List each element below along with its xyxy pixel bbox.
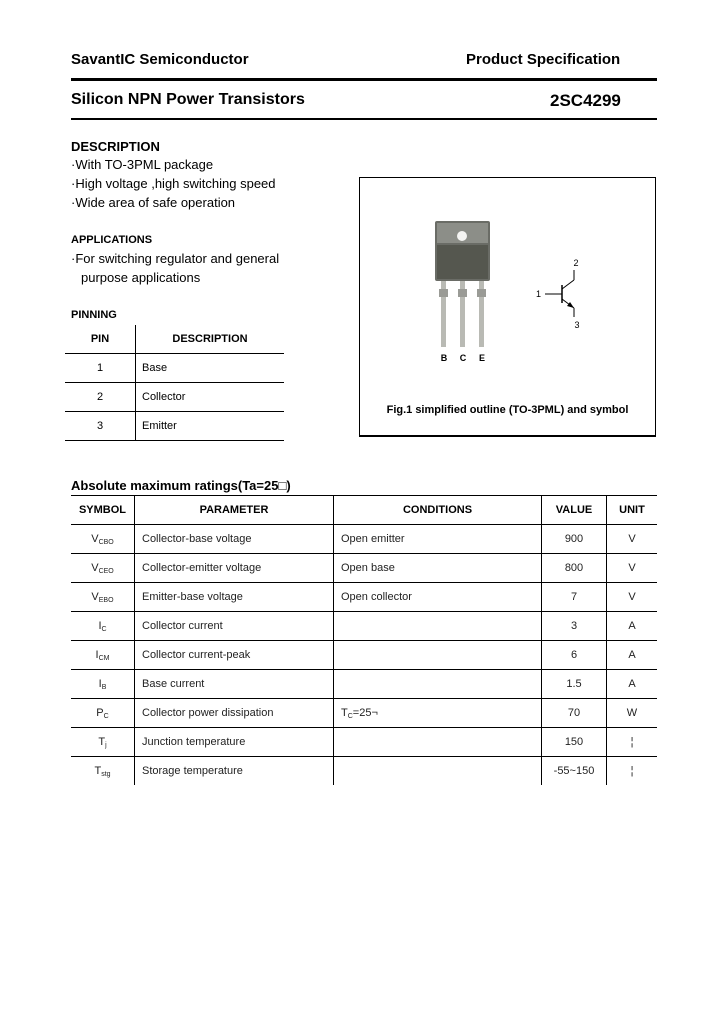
pinning-header-row <box>65 325 284 354</box>
table-row <box>65 383 284 412</box>
condition-text: Open collector <box>341 590 412 603</box>
rating-condition <box>334 641 542 670</box>
rating-parameter: Collector current-peak <box>135 641 334 670</box>
description-item: ·Wide area of safe operation <box>71 195 236 210</box>
symbol-subscript: B <box>101 683 107 691</box>
table-row <box>65 412 284 441</box>
rating-unit: ¦ <box>630 765 634 777</box>
rating-condition <box>334 728 542 757</box>
symbol-collector-label: 2 <box>573 258 579 268</box>
table-row <box>65 354 284 383</box>
condition-text: Open emitter <box>341 532 405 545</box>
symbol-subscript: CM <box>98 654 110 662</box>
rating-symbol <box>71 583 135 612</box>
rating-condition <box>334 699 542 728</box>
pin-number: 1 <box>65 354 136 383</box>
symbol-subscript: CEO <box>98 567 114 575</box>
rating-value: 150 <box>542 728 607 757</box>
rating-parameter: Emitter-base voltage <box>135 583 334 612</box>
document-title: Silicon NPN Power Transistors <box>71 91 305 108</box>
condition-text: T <box>341 706 348 719</box>
symbol-letter: T <box>94 764 102 777</box>
lead-label: C <box>459 353 467 363</box>
table-row <box>71 728 657 757</box>
title-rule <box>71 118 657 120</box>
description-heading: DESCRIPTION <box>71 139 160 154</box>
rating-value: 800 <box>542 554 607 583</box>
ratings-heading-text: Absolute maximum ratings(Ta=25 <box>71 478 279 493</box>
rating-unit: A <box>607 612 658 641</box>
rating-unit: A <box>607 670 658 699</box>
condition-subscript: C <box>347 712 353 720</box>
rating-condition <box>334 554 542 583</box>
table-row <box>71 757 657 786</box>
description-item: ·With TO-3PML package <box>71 157 214 172</box>
symbol-letter: I <box>98 677 102 690</box>
pin-column-header: PIN <box>65 325 136 354</box>
rating-condition <box>334 525 542 554</box>
pinning-table <box>65 325 284 441</box>
rating-parameter: Collector power dissipation <box>135 699 334 728</box>
rating-symbol <box>71 699 135 728</box>
ratings-heading-unit: □) <box>278 478 291 493</box>
rating-parameter: Collector-emitter voltage <box>135 554 334 583</box>
rating-unit: W <box>607 699 658 728</box>
rating-parameter: Storage temperature <box>135 757 334 786</box>
ratings-table <box>71 495 657 785</box>
rating-value: 1.5 <box>542 670 607 699</box>
symbol-subscript: EBO <box>98 596 114 604</box>
lead-shoulder <box>477 289 486 297</box>
pin-description: Base <box>136 354 285 383</box>
table-row <box>71 641 657 670</box>
rating-parameter: Collector current <box>135 612 334 641</box>
ratings-body <box>71 525 657 786</box>
rating-unit: V <box>607 525 658 554</box>
lead-shoulder <box>439 289 448 297</box>
header-rule <box>71 78 657 81</box>
pinning-heading: PINNING <box>71 309 117 321</box>
rating-unit: A <box>607 641 658 670</box>
rating-value: 6 <box>542 641 607 670</box>
rating-symbol <box>71 525 135 554</box>
figure-caption: Fig.1 simplified outline (TO-3PML) and symbol <box>386 404 629 416</box>
symbol-letter: V <box>91 532 99 545</box>
rating-parameter: Junction temperature <box>135 728 334 757</box>
condition-tail: =25¬ <box>352 706 378 719</box>
package-mold <box>437 245 488 279</box>
npn-transistor-symbol-icon <box>545 270 574 317</box>
description-item: ·High voltage ,high switching speed <box>71 176 276 191</box>
symbol-subscript: j <box>105 741 107 749</box>
rating-symbol <box>71 757 135 786</box>
rating-unit: ¦ <box>607 728 658 757</box>
rating-value: 70 <box>542 699 607 728</box>
rating-parameter: Base current <box>135 670 334 699</box>
unit-column-header: UNIT <box>607 496 658 525</box>
rating-condition <box>334 583 542 612</box>
rating-value: 3 <box>542 612 607 641</box>
rating-value: 900 <box>542 525 607 554</box>
table-row <box>71 525 657 554</box>
rating-symbol <box>71 641 135 670</box>
symbol-column-header: SYMBOL <box>71 496 135 525</box>
rating-unit: V <box>607 583 658 612</box>
company-name: SavantIC Semiconductor <box>71 51 249 68</box>
symbol-letter: V <box>91 561 99 574</box>
rating-symbol <box>71 728 135 757</box>
table-row <box>71 583 657 612</box>
pin-description: Emitter <box>136 412 285 441</box>
ratings-header-row <box>71 496 657 525</box>
rating-condition <box>334 757 542 786</box>
table-row <box>71 612 657 641</box>
pin-number: 3 <box>65 412 136 441</box>
pin-description: Collector <box>136 383 285 412</box>
applications-item: purpose applications <box>81 270 201 285</box>
lead-shoulder <box>458 289 467 297</box>
mounting-hole <box>457 231 467 241</box>
rating-value: -55~150 <box>542 757 607 786</box>
applications-item: ·For switching regulator and general <box>71 251 280 266</box>
condition-text: Open base <box>341 561 395 574</box>
symbol-letter: V <box>91 590 99 603</box>
rating-condition <box>334 670 542 699</box>
symbol-letter: I <box>95 648 99 661</box>
conditions-column-header: CONDITIONS <box>334 496 542 525</box>
symbol-letter: I <box>98 619 102 632</box>
symbol-emitter-label: 3 <box>574 320 580 330</box>
rating-symbol <box>71 670 135 699</box>
rating-parameter: Collector-base voltage <box>135 525 334 554</box>
value-column-header: VALUE <box>542 496 607 525</box>
applications-heading: APPLICATIONS <box>71 234 153 246</box>
rating-value: 7 <box>542 583 607 612</box>
lead-label: B <box>440 353 448 363</box>
pin-number: 2 <box>65 383 136 412</box>
rating-symbol <box>71 554 135 583</box>
table-row <box>71 554 657 583</box>
table-row <box>71 699 657 728</box>
description-column-header: DESCRIPTION <box>136 325 285 354</box>
part-number: 2SC4299 <box>550 91 621 110</box>
symbol-letter: T <box>98 735 106 748</box>
rating-condition <box>334 612 542 641</box>
package-outline-figure <box>359 177 656 402</box>
symbol-letter: P <box>96 706 104 719</box>
symbol-subscript: stg <box>101 770 111 778</box>
document-type: Product Specification <box>466 51 621 68</box>
rating-symbol <box>71 612 135 641</box>
symbol-subscript: C <box>103 712 109 720</box>
rating-unit: V <box>607 554 658 583</box>
table-row <box>71 670 657 699</box>
symbol-subscript: CBO <box>98 538 114 546</box>
parameter-column-header: PARAMETER <box>135 496 334 525</box>
ratings-heading <box>71 478 291 493</box>
symbol-subscript: C <box>101 625 107 633</box>
symbol-base-label: 1 <box>535 289 541 299</box>
lead-label: E <box>478 353 486 363</box>
